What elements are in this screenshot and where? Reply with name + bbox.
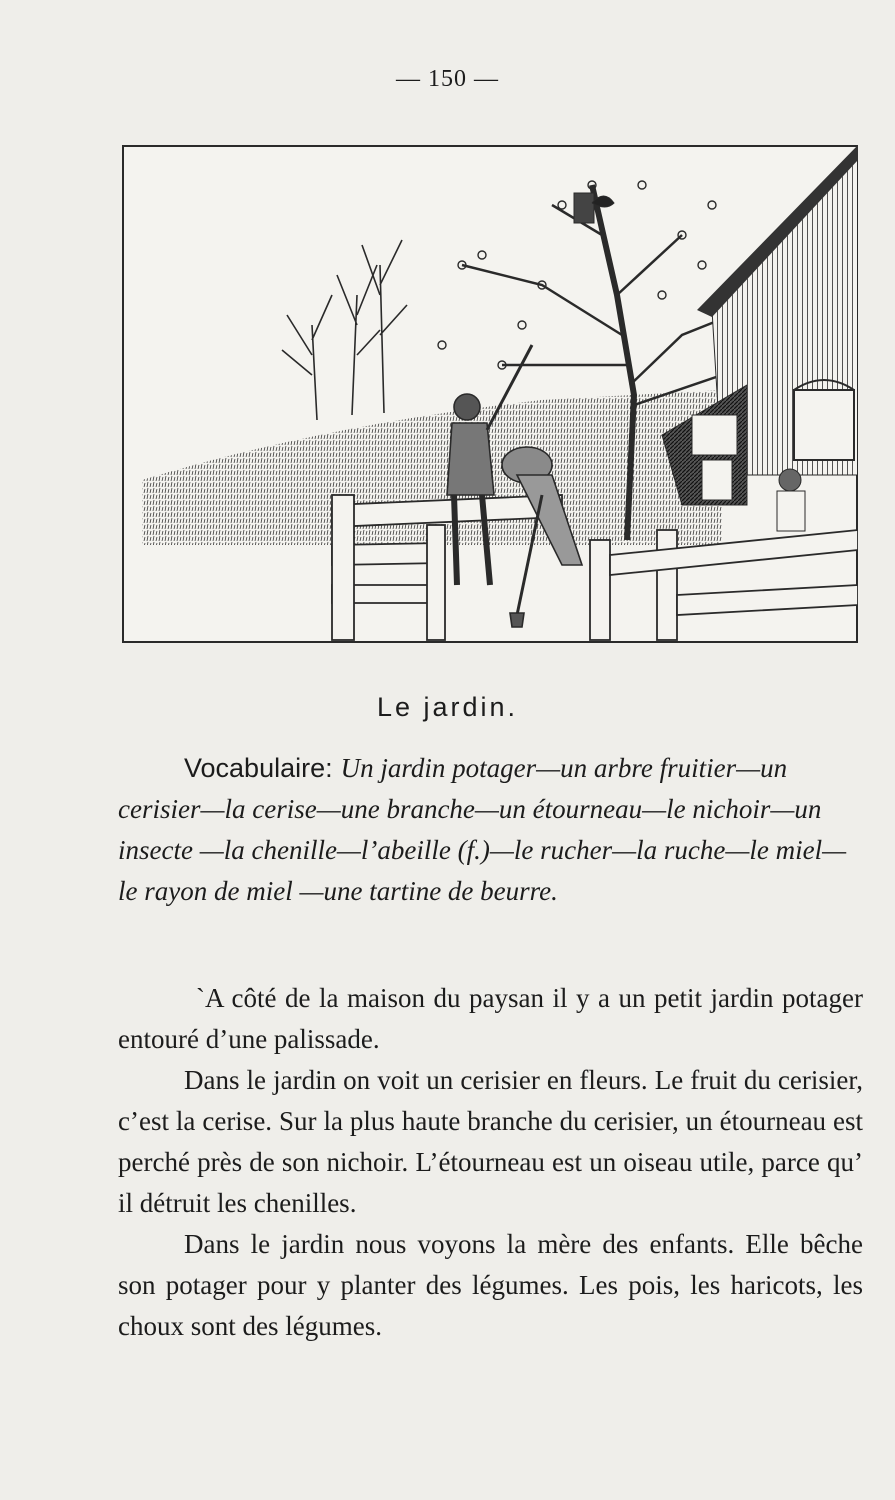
paragraph: Dans le jardin on voit un cerisier en fleurs. Le fruit du cerisier, c’est la cerise. Sur la plus haute branche du cerisier, un étourneau est perché près de son nichoir. L’étourneau est un oiseau utile, parce qu’ il détruit les chenilles. <box>118 1065 863 1218</box>
garden-illustration <box>122 145 858 643</box>
reading-text <box>118 978 863 1347</box>
vocabulary-terms: Un jardin potager—un arbre fruitier—un cerisier—la cerise—une branche—un étourneau—le nichoir—un insecte —la chenille—l’abeille (f.)—le rucher—la ruche—le miel—le rayon de miel —une tartine de beurre. <box>118 753 847 906</box>
paragraph: Dans le jardin nous voyons la mère des enfants. Elle bêche son potager pour y planter des légumes. Les pois, les haricots, les choux sont des légumes. <box>118 1229 863 1341</box>
page-number: — 150 — <box>396 66 499 92</box>
illustration-caption: Le jardin. <box>376 692 519 722</box>
paragraph: `A côté de la maison du paysan il y a un petit jardin potager entouré d’une palissade. <box>118 983 863 1054</box>
vocabulary-label: Vocabulaire: <box>184 753 333 783</box>
vocabulary-section <box>118 748 863 912</box>
